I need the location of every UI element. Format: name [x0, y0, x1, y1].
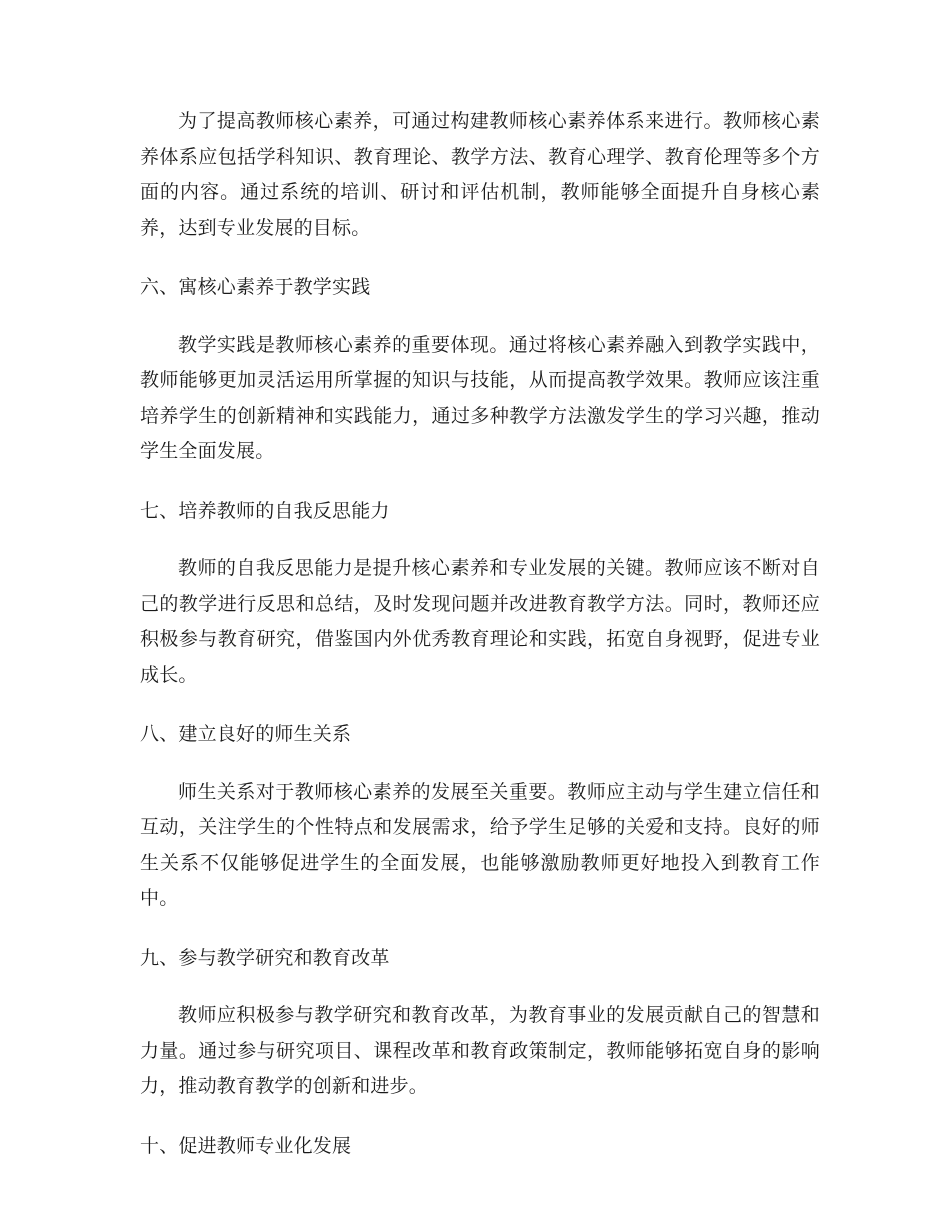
section-heading-6: 六、寓核心素养于教学实践 — [140, 276, 371, 298]
paragraph-teacher-student-relationship: 师生关系对于教师核心素养的发展至关重要。教师应主动与学生建立信任和互动，关注学生的个性特点和发展需求，给予学生足够的关爱和支持。良好的师生关系不仅能够促进学生的全面发展，也能够激励教师更好地投入到教育工作中。 — [140, 780, 820, 909]
paragraph-research-reform: 教师应积极参与教学研究和教育改革，为教育事业的发展贡献自己的智慧和力量。通过参与研究项目、课程改革和教育政策制定，教师能够拓宽自身的影响力，推动教育教学的创新和进步。 — [140, 1004, 820, 1097]
paragraph-self-reflection: 教师的自我反思能力是提升核心素养和专业发展的关键。教师应该不断对自己的教学进行反思和总结，及时发现问题并改进教育教学方法。同时，教师还应积极参与教育研究，借鉴国内外优秀教育理论和实践，拓宽自身视野，促进专业成长。 — [140, 557, 820, 686]
section-heading-9: 九、参与教学研究和教育改革 — [140, 946, 390, 969]
document-page — [140, 104, 820, 1164]
section-heading-10: 十、促进教师专业化发展 — [140, 1134, 352, 1157]
paragraph-teaching-practice: 教学实践是教师核心素养的重要体现。通过将核心素养融入到教学实践中，教师能够更加灵活运用所掌握的知识与技能，从而提高教学效果。教师应该注重培养学生的创新精神和实践能力，通过多种教学方法激发学生的学习兴趣，推动学生全面发展。 — [140, 333, 820, 462]
section-heading-7: 七、培养教师的自我反思能力 — [140, 499, 390, 522]
paragraph-core-literacy-system: 为了提高教师核心素养，可通过构建教师核心素养体系来进行。教师核心素养体系应包括学科知识、教育理论、教学方法、教育心理学、教育伦理等多个方面的内容。通过系统的培训、研讨和评估机制，教师能够全面提升自身核心素养，达到专业发展的目标。 — [140, 110, 820, 239]
section-heading-8: 八、建立良好的师生关系 — [140, 723, 352, 745]
